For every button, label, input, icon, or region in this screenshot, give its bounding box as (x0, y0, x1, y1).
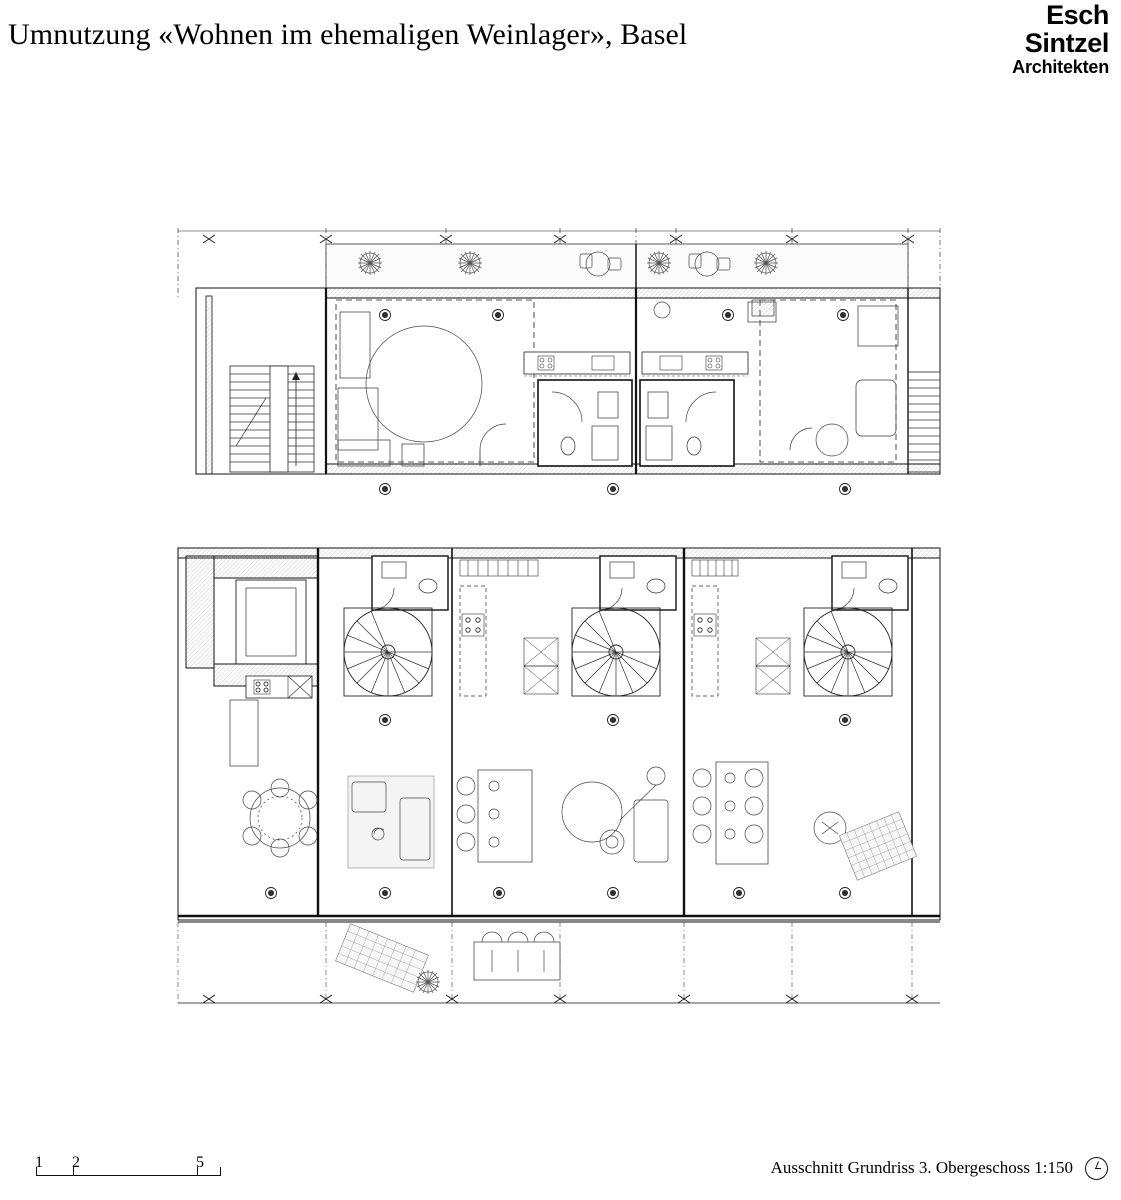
lower-floor-plan-strip (178, 548, 940, 1003)
logo-line-2: Sintzel (1024, 27, 1109, 58)
scale-bar (36, 1156, 220, 1182)
kitchen-2 (460, 560, 558, 696)
spiral-staircase-1 (344, 608, 432, 696)
upper-floor-plan-strip (178, 228, 940, 495)
apartment-3-lower (692, 556, 917, 880)
kitchen-1 (230, 676, 312, 766)
apartment-2-lower (457, 556, 676, 862)
logo-line-1: Esch (1046, 0, 1109, 30)
lower-terrace (178, 922, 940, 1003)
entry-core-lower (186, 556, 318, 686)
living-room-3 (693, 762, 917, 880)
spiral-staircase-3 (804, 608, 892, 696)
scale-bar-axis (36, 1175, 220, 1176)
living-room-1 (243, 776, 434, 868)
scale-bar-label: 1 (35, 1154, 43, 1171)
apartment-1-lower (230, 556, 448, 868)
logo-line-3: Architekten (1012, 56, 1109, 77)
scale-bar-tick (220, 1167, 221, 1176)
scale-bar-label: 5 (196, 1154, 204, 1171)
plan-caption: Ausschnitt Grundriss 3. Obergeschoss 1:150 (770, 1158, 1073, 1177)
page-title: Umnutzung «Wohnen im ehemaligen Weinlager», Basel (8, 18, 688, 51)
living-room-2 (457, 767, 668, 862)
kitchen-3 (692, 560, 790, 696)
stair-core-upper (196, 288, 326, 474)
north-arrow-icon (1085, 1157, 1108, 1180)
scale-bar-label: 2 (72, 1154, 80, 1171)
spiral-staircase-2 (572, 608, 660, 696)
